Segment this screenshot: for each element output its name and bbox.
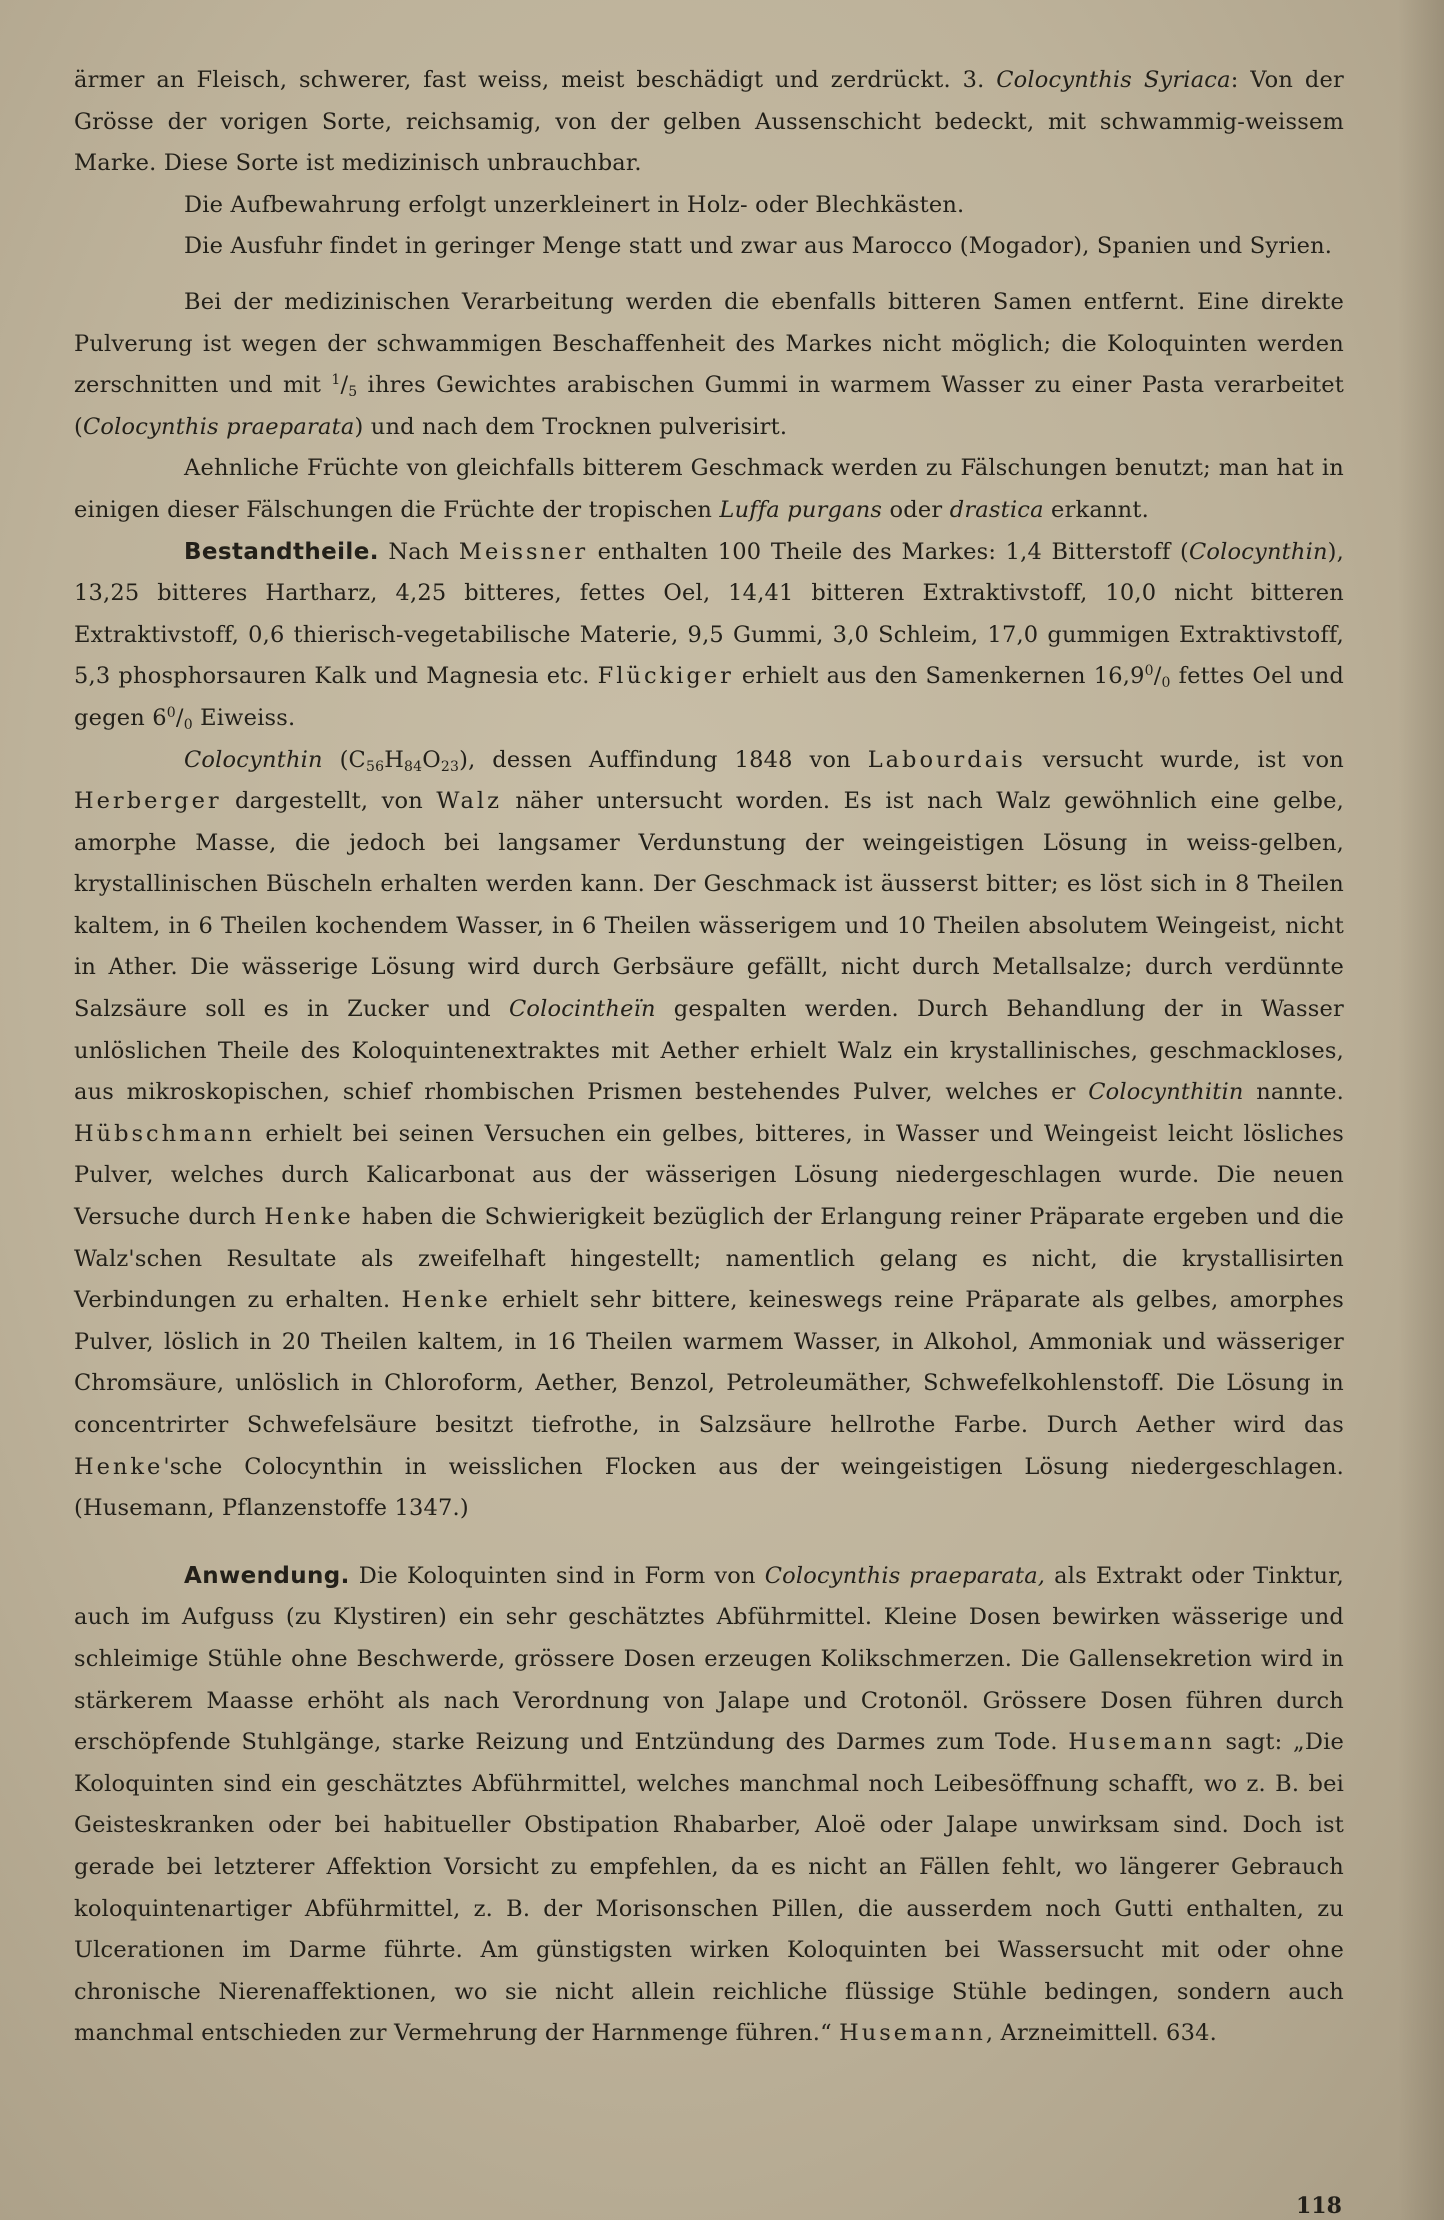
paragraph-application: Anwendung. Die Koloquinten sind in Form von Colocynthis praeparata, als Extrakt oder Tinktur, auch im Aufguss (zu Klystiren) ein sehr geschätztes Abführmittel. Kleine Dosen bewirken wässerige und schleimige Stühle ohne Beschwerde, grössere Dosen erzeugen Kolikschmerzen. Die Gallensekretion wird in stärkerem Maasse erhöht als nach Verordnung von Jalape und Crotonöl. Grössere Dosen führen durch erschöpfende Stuhlgänge, starke Reizung und Entzündung des Darmes zum Tode. Husemann sagt: „Die Koloquinten sind ein geschätztes Abführmittel, welches manchmal noch Leibesöffnung schafft, wo z. B. bei Geisteskranken oder bei habitueller Obstipation Rhabarber, Aloë oder Jalape unwirksam sind. Doch ist gerade bei letzterer Affektion Vorsicht zu empfehlen, da es nicht an Fällen fehlt, wo längerer Gebrauch koloquintenartiger Abführmittel, z. B. der Morisonschen Pillen, die ausserdem noch Gutti enthalten, zu Ulcerationen im Darme führte. Am günstigsten wirken Koloquinten bei Wassersucht mit oder ohne chronische Nierenaffektionen, wo sie nicht allein reichliche flüssige Stühle bedingen, sondern auch manchmal entschieden zur Vermehrung der Harnmenge führen.“ Husemann, Arzneimittell. 634. [74, 1562, 1344, 2047]
paragraph-varieties: ärmer an Fleisch, schwerer, fast weiss, meist beschädigt und zerdrückt. 3. Colocynthis Syriaca: Von der Grösse der vorigen Sorte, reichsamig, von der gelben Aussenschicht bedeckt, mit schwammig-weissem Marke. Diese Sorte ist medizinisch unbrauchbar. [74, 67, 1344, 177]
paragraph-constituents: Bestandtheile. Nach Meissner enthalten 100 Theile des Markes: 1,4 Bitterstoff (Colocynthin), 13,25 bitteres Hartharz, 4,25 bitteres, fettes Oel, 14,41 bitteren Extraktivstoff, 10,0 nicht bitteren Extraktivstoff, 0,6 thierisch-vegetabilische Materie, 9,5 Gummi, 3,0 Schleim, 17,0 gummigen Extraktivstoff, 5,3 phosphorsauren Kalk und Magnesia etc. Flückiger erhielt aus den Samenkernen $16,9^0/_0$ fettes Oel und gegen $6^0/_0$ Eiweiss. [74, 538, 1345, 733]
body-text [74, 60, 1344, 2055]
paragraph-colocynthin: Colocynthin $(C_{56}H_{84}O_{23})$, dessen Auffindung 1848 von Labourdais versucht wurde, ist von Herberger dargestellt, von Walz näher untersucht worden. Es ist nach Walz gewöhnlich eine gelbe, amorphe Masse, die jedoch bei langsamer Verdunstung der weingeistigen Lösung in weiss-gelben, krystallinischen Büscheln erhalten werden kann. Der Geschmack ist äusserst bitter; es löst sich in 8 Theilen kaltem, in 6 Theilen kochendem Wasser, in 6 Theilen wässerigem und 10 Theilen absolutem Weingeist, nicht in Ather. Die wässerige Lösung wird durch Gerbsäure gefällt, nicht durch Metallsalze; durch verdünnte Salzsäure soll es in Zucker und Colocintheïn gespalten werden. Durch Behandlung der in Wasser unlöslichen Theile des Koloquintenextraktes mit Aether erhielt Walz ein krystallinisches, geschmackloses, aus mikroskopischen, schief rhombischen Prismen bestehendes Pulver, welches er Colocynthitin nannte. Hübschmann erhielt bei seinen Versuchen ein gelbes, bitteres, in Wasser und Weingeist leicht lösliches Pulver, welches durch Kalicarbonat aus der wässerigen Lösung niedergeschlagen wurde. Die neuen Versuche durch Henke haben die Schwierigkeit bezüglich der Erlangung reiner Präparate ergeben und die Walz'schen Resultate als zweifelhaft hingestellt; namentlich gelang es nicht, die krystallisirten Verbindungen zu erhalten. Henke erhielt sehr bittere, keineswegs reine Präparate als gelbes, amorphes Pulver, löslich in 20 Theilen kaltem, in 16 Theilen warmem Wasser, in Alkohol, Ammoniak und wässeriger Chromsäure, unlöslich in Chloroform, Aether, Benzol, Petroleumäther, Schwefelkohlenstoff. Die Lösung in concentrirter Schwefelsäure besitzt tiefrothe, in Salzsäure hellrothe Farbe. Durch Aether wird das Henke'sche Colocynthin in weisslichen Flocken aus der weingeistigen Lösung niedergeschlagen. (Husemann, Pflanzenstoffe 1347.) [74, 746, 1344, 1522]
species-name: Colocynthis Syriaca [996, 67, 1231, 93]
page-number: 118 [1296, 2193, 1342, 2219]
paragraph-storage: Die Aufbewahrung erfolgt unzerkleinert in Holz- oder Blechkästen. [184, 191, 965, 218]
paragraph-processing: Bei der medizinischen Verarbeitung werden die ebenfalls bitteren Samen entfernt. Eine direkte Pulverung ist wegen der schwammigen Beschaffenheit des Markes nicht möglich; die Koloquinten werden zerschnitten und mit $^1/_5$ ihres Gewichtes arabischen Gummi in warmem Wasser zu einer Pasta verarbeitet (Colocynthis praeparata) und nach dem Trocknen pulverisirt. [74, 288, 1344, 440]
section-heading-bestandtheile: Bestandtheile. [184, 538, 379, 565]
paragraph-adulteration: Aehnliche Früchte von gleichfalls bitterem Geschmack werden zu Fälschungen benutzt; man hat in einigen dieser Fälschungen die Früchte der tropischen Luffa purgans oder drastica erkannt. [74, 455, 1344, 523]
paragraph-export: Die Ausfuhr findet in geringer Menge statt und zwar aus Marocco (Mogador), Spanien und Syrien. [184, 233, 1333, 260]
section-heading-anwendung: Anwendung. [184, 1562, 350, 1589]
